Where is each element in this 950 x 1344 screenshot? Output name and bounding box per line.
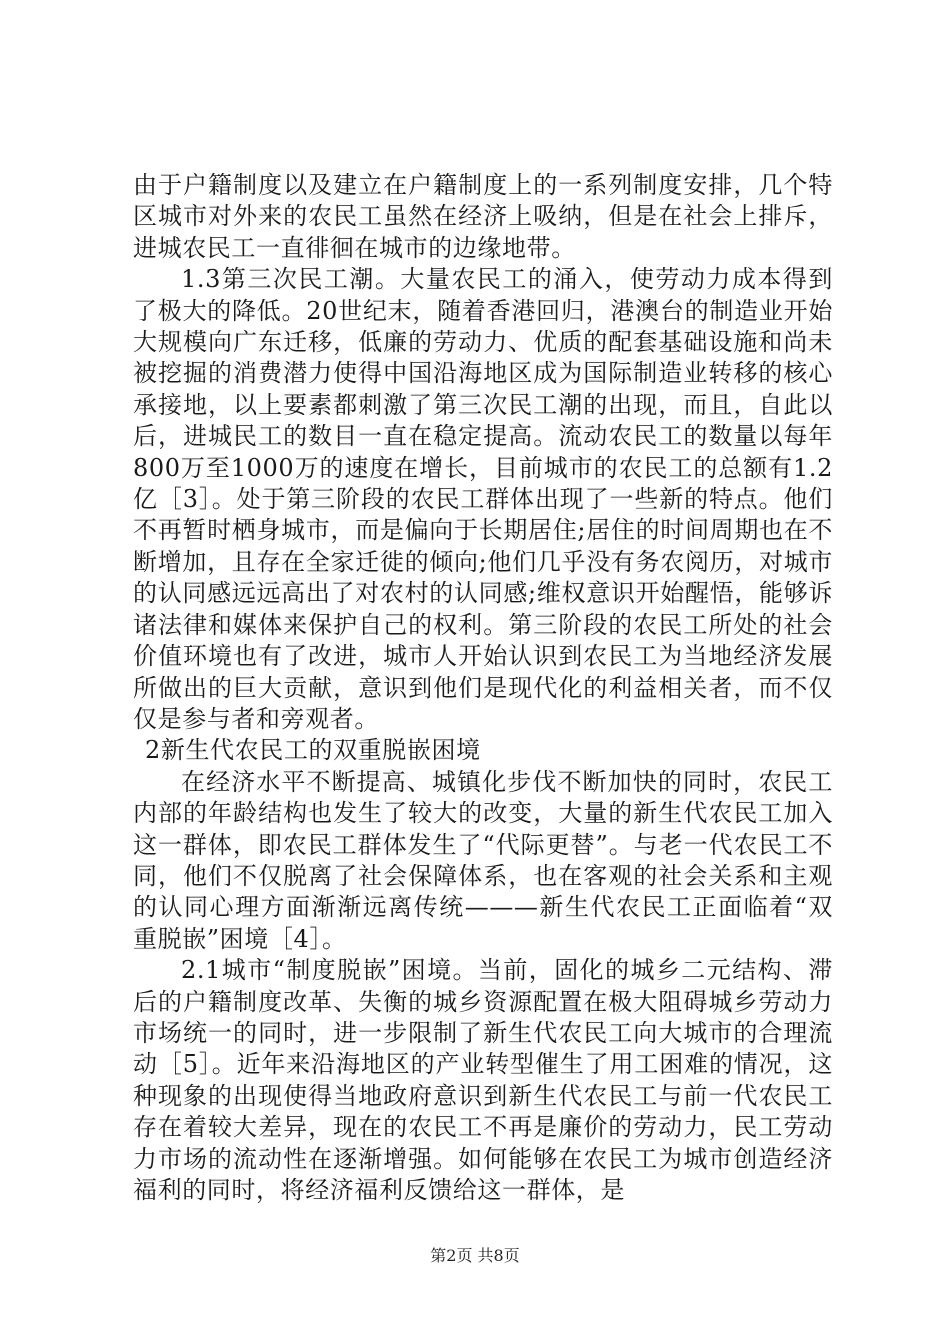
section-heading-2: 2新生代农民工的双重脱嵌困境 <box>145 736 481 765</box>
paragraph-continuation: 由于户籍制度以及建立在户籍制度上的一系列制度安排，几个特区城市对外来的农民工虽然在经济上吸纳，但是在社会上排斥，进城农民工一直徘徊在城市的边缘地带。 <box>133 171 833 262</box>
paragraph-section-2-1: 2.1城市“制度脱嵌”困境。当前，固化的城乡二元结构、滞后的户籍制度改革、失衡的城乡资源配置在极大阻碍城乡劳动力市场统一的同时，进一步限制了新生代农民工向大城市的合理流动［5］。近年来沿海地区的产业转型催生了用工困难的情况，这种现象的出现使得当地政府意识到新生代农民工与前一代农民工存在着较大差异，现在的农民工不再是廉价的劳动力，民工劳动力市场的流动性在逐渐增强。如何能够在农民工为城市创造经济福利的同时，将经济福利反馈给这一群体，是 <box>133 956 833 1204</box>
document-body <box>133 170 833 1206</box>
page-footer: 第2页 共8页 <box>430 1246 520 1265</box>
paragraph-section-2-intro: 在经济水平不断提高、城镇化步伐不断加快的同时，农民工内部的年龄结构也发生了较大的改变，大量的新生代农民工加入这一群体，即农民工群体发生了“代际更替”。与老一代农民工不同，他们不仅脱离了社会保障体系，也在客观的社会关系和主观的认同心理方面渐渐远离传统———新生代农民工正面临着“双重脱嵌”困境［4］。 <box>133 767 833 953</box>
paragraph-section-1-3: 1.3第三次民工潮。大量农民工的涌入，使劳动力成本得到了极大的降低。20世纪末，随着香港回归，港澳台的制造业开始大规模向广东迁移，低廉的劳动力、优质的配套基础设施和尚未被挖掘的消费潜力使得中国沿海地区成为国际制造业转移的核心承接地，以上要素都刺激了第三次民工潮的出现，而且，自此以后，进城民工的数目一直在稳定提高。流动农民工的数量以每年800万至1000万的速度在增长，目前城市的农民工的总额有1.2亿［3］。处于第三阶段的农民工群体出现了一些新的特点。他们不再暂时栖身城市，而是偏向于长期居住;居住的时间周期也在不断增加，且存在全家迁徙的倾向;他们几乎没有务农阅历，对城市的认同感远远高出了对农村的认同感;维权意识开始醒悟，能够诉诸法律和媒体来保护自己的权利。第三阶段的农民工所处的社会价值环境也有了改进，城市人开始认识到农民工为当地经济发展所做出的巨大贡献，意识到他们是现代化的利益相关者，而不仅仅是参与者和旁观者。 <box>133 265 833 733</box>
